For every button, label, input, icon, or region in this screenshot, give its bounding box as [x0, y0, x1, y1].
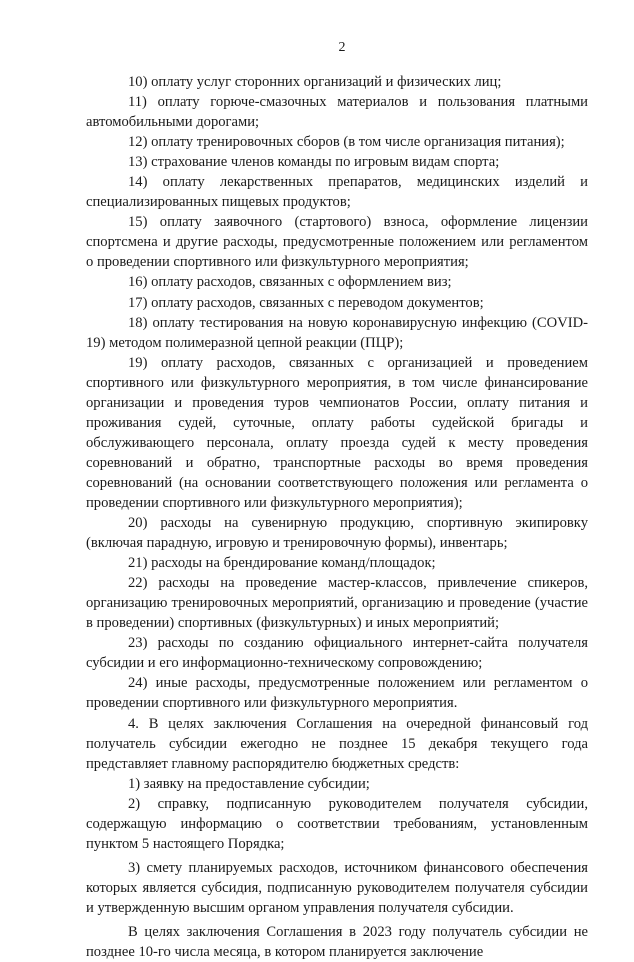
- paragraph-item-16: 16) оплату расходов, связанных с оформлением виз;: [128, 274, 452, 291]
- paragraph-item-24: 24) иные расходы, предусмотренные положением или регламентом о проведении спортивного или физкультурного мероприятия.: [86, 675, 588, 712]
- document-body: [86, 72, 588, 962]
- paragraph-item-15: 15) оплату заявочного (стартового) взноса, оформление лицензии спортсмена и другие расходы, предусмотренные положением или регламентом о проведении спортивного или физкультурного мероприятия;: [86, 214, 588, 271]
- paragraph-item-10: 10) оплату услуг сторонних организаций и физических лиц;: [128, 74, 502, 90]
- paragraph-section-4: 4. В целях заключения Соглашения на очередной финансовый год получатель субсидии ежегодно не позднее 15 декабря текущего года представляет главному распорядителю бюджетных средств:: [86, 715, 588, 772]
- paragraph-subitem-1: 1) заявку на предоставление субсидии;: [128, 775, 370, 792]
- paragraph-item-22: 22) расходы на проведение мастер-классов, привлечение спикеров, организацию тренировочных мероприятий, организацию и проведение (участие в проведении) спортивных (физкультурных) и иных мероприятий;: [86, 575, 588, 632]
- paragraph-item-23: 23) расходы по созданию официального интернет-сайта получателя субсидии и его информационно-техническому сопровождению;: [86, 635, 588, 672]
- paragraph-item-13: 13) страхование членов команды по игровым видам спорта;: [128, 154, 500, 171]
- paragraph-item-18: 18) оплату тестирования на новую коронавирусную инфекцию (COVID-19) методом полимеразной цепной реакции (ПЦР);: [86, 314, 588, 351]
- paragraph-2023-agreement: В целях заключения Соглашения в 2023 году получатель субсидии не позднее 10-го числа месяца, в котором планируется заключение: [86, 923, 588, 961]
- paragraph-item-19: 19) оплату расходов, связанных с организацией и проведением спортивного или физкультурного мероприятия, в том числе финансирование организации и проведения туров чемпионатов России, оплату питания и проживания судей, суточные, оплату работы судейской бригады и обслуживающего персонала, оплату проезда судей к месту проведения соревнований и обратно, транспортные расходы во время проведения соревнований (на основании соответствующего положения или регламента о проведении спортивного или физкультурного мероприятия);: [86, 354, 588, 511]
- paragraph-item-20: 20) расходы на сувенирную продукцию, спортивную экипировку (включая парадную, игровую и тренировочную формы), инвентарь;: [86, 515, 588, 552]
- paragraph-item-14: 14) оплату лекарственных препаратов, медицинских изделий и специализированных пищевых продуктов;: [86, 174, 588, 211]
- paragraph-item-21: 21) расходы на брендирование команд/площадок;: [128, 555, 436, 572]
- page-number: 2: [338, 40, 346, 55]
- paragraph-item-11: 11) оплату горюче-смазочных материалов и пользования платными автомобильными дорогами;: [86, 94, 588, 131]
- paragraph-item-17: 17) оплату расходов, связанных с переводом документов;: [128, 294, 484, 311]
- paragraph-subitem-2: 2) справку, подписанную руководителем получателя субсидии, содержащую информацию о соответствии требованиям, установленным пунктом 5 настоящего Порядка;: [86, 795, 588, 852]
- paragraph-item-12: 12) оплату тренировочных сборов (в том числе организация питания);: [128, 134, 565, 151]
- paragraph-subitem-3: 3) смету планируемых расходов, источником финансового обеспечения которых является субсидия, подписанную руководителем получателя субсидии и утвержденную высшим органом управления получателя субсидии.: [86, 859, 588, 916]
